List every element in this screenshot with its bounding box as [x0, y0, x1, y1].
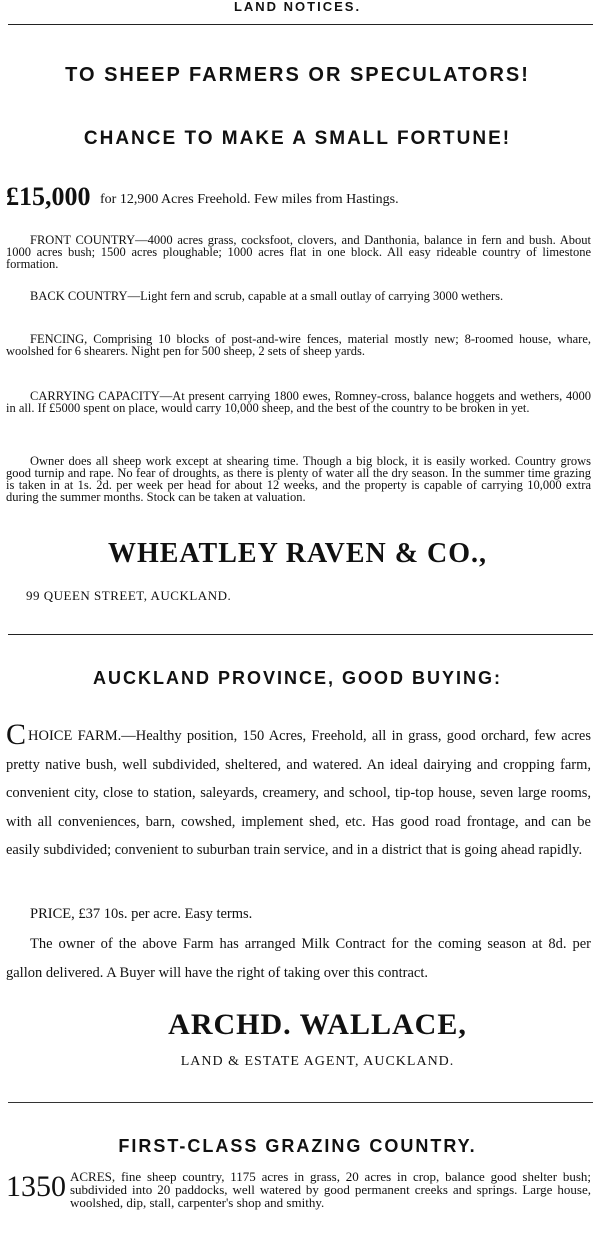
ad2-agent-name: ARCHD. WALLACE, — [168, 1008, 467, 1041]
ad1-address: 99 QUEEN STREET, AUCKLAND. — [26, 588, 232, 603]
ad1-subheadline: CHANCE TO MAKE A SMALL FORTUNE! — [83, 128, 512, 149]
ad1-front-country: FRONT COUNTRY—4000 acres grass, cocksfoot, clovers, and Danthonia, balance in fern and bush. About 1000 acres bush; 1500 acres ploughable; 1000 acres flat in one block. All easy rideable country of limestone formation. — [6, 233, 591, 271]
ad2-agent-subtitle: LAND & ESTATE AGENT, AUCKLAND. — [180, 1054, 455, 1069]
ad2-headline: AUCKLAND PROVINCE, GOOD BUYING: — [92, 668, 502, 688]
ad1-price: £15,000 — [6, 182, 91, 211]
ad2-owner-note: The owner of the above Farm has arranged Milk Contract for the coming season at 8d. per gallon delivered. A Buyer will have the right of taking over this contract. — [6, 936, 591, 981]
ad2-dropcap: C — [6, 718, 27, 751]
ad1-owner-note: Owner does all sheep work except at shearing time. Though a big block, it is easily worked. Country grows good turnip and rape. No fear of droughts, as there is plenty of water all the dry season. In the summer time grazing is taken in at 1s. 2d. per week per head for about 12 weeks, and the property is capable of carrying 10,000 extra during the summer months. Stock can be taken at valuation. — [6, 454, 591, 504]
ad1-agent-name: WHEATLEY RAVEN & CO., — [107, 538, 488, 569]
ad1-back-country: BACK COUNTRY—Light fern and scrub, capable at a small outlay of carrying 3000 wethers. — [30, 289, 504, 303]
ad3-text: ACRES, fine sheep country, 1175 acres in grass, 20 acres in crop, balance good shelter bush; subdivided into 20 paddocks, well watered by good permanent creeks and springs. Large house, woolshed, dip, stall, carpenter's shop and smithy. — [70, 1169, 591, 1210]
header-rule — [8, 24, 593, 25]
ad1-headline: TO SHEEP FARMERS OR SPECULATORS! — [65, 64, 530, 86]
ad2-choice-text: HOICE FARM.—Healthy position, 150 Acres, Freehold, all in grass, good orchard, few acres pretty native bush, well subdivided, sheltered, and watered. An ideal dairying and cropping farm, convenient city, close to station, saleyards, creamery, and school, tip-top house, seven large rooms, with all conveniences, barn, cowshed, implement shed, etc. Has good road frontage, and can be easily subdivided; convenient to suburban train service, and in a district that is going ahead rapidly. — [6, 728, 591, 858]
ad1-price-line — [6, 182, 591, 212]
ad1-fencing: FENCING, Comprising 10 blocks of post-and-wire fences, material mostly new; 8-roomed house, whare, woolshed for 6 shearers. Night pen for 500 sheep, 2 sets of sheep yards. — [6, 332, 591, 358]
section-rule-2 — [8, 1102, 593, 1103]
ad3-headline: FIRST-CLASS GRAZING COUNTRY. — [118, 1136, 477, 1156]
ad1-carrying-capacity: CARRYING CAPACITY—At present carrying 1800 ewes, Romney-cross, balance hoggets and wethers, 4000 in all. If £5000 spent on place, would carry 10,000 sheep, and the best of the country to be broken in yet. — [6, 389, 591, 415]
page-header: LAND NOTICES. — [233, 0, 362, 14]
ad2-choice-farm — [6, 718, 591, 865]
ad2-price: PRICE, £37 10s. per acre. Easy terms. — [30, 906, 253, 922]
ad3-body — [6, 1170, 591, 1209]
ad3-acres: 1350 — [6, 1170, 66, 1203]
ad1-price-text: for 12,900 Acres Freehold. Few miles from Hastings. — [100, 192, 399, 207]
section-rule-1 — [8, 634, 593, 635]
